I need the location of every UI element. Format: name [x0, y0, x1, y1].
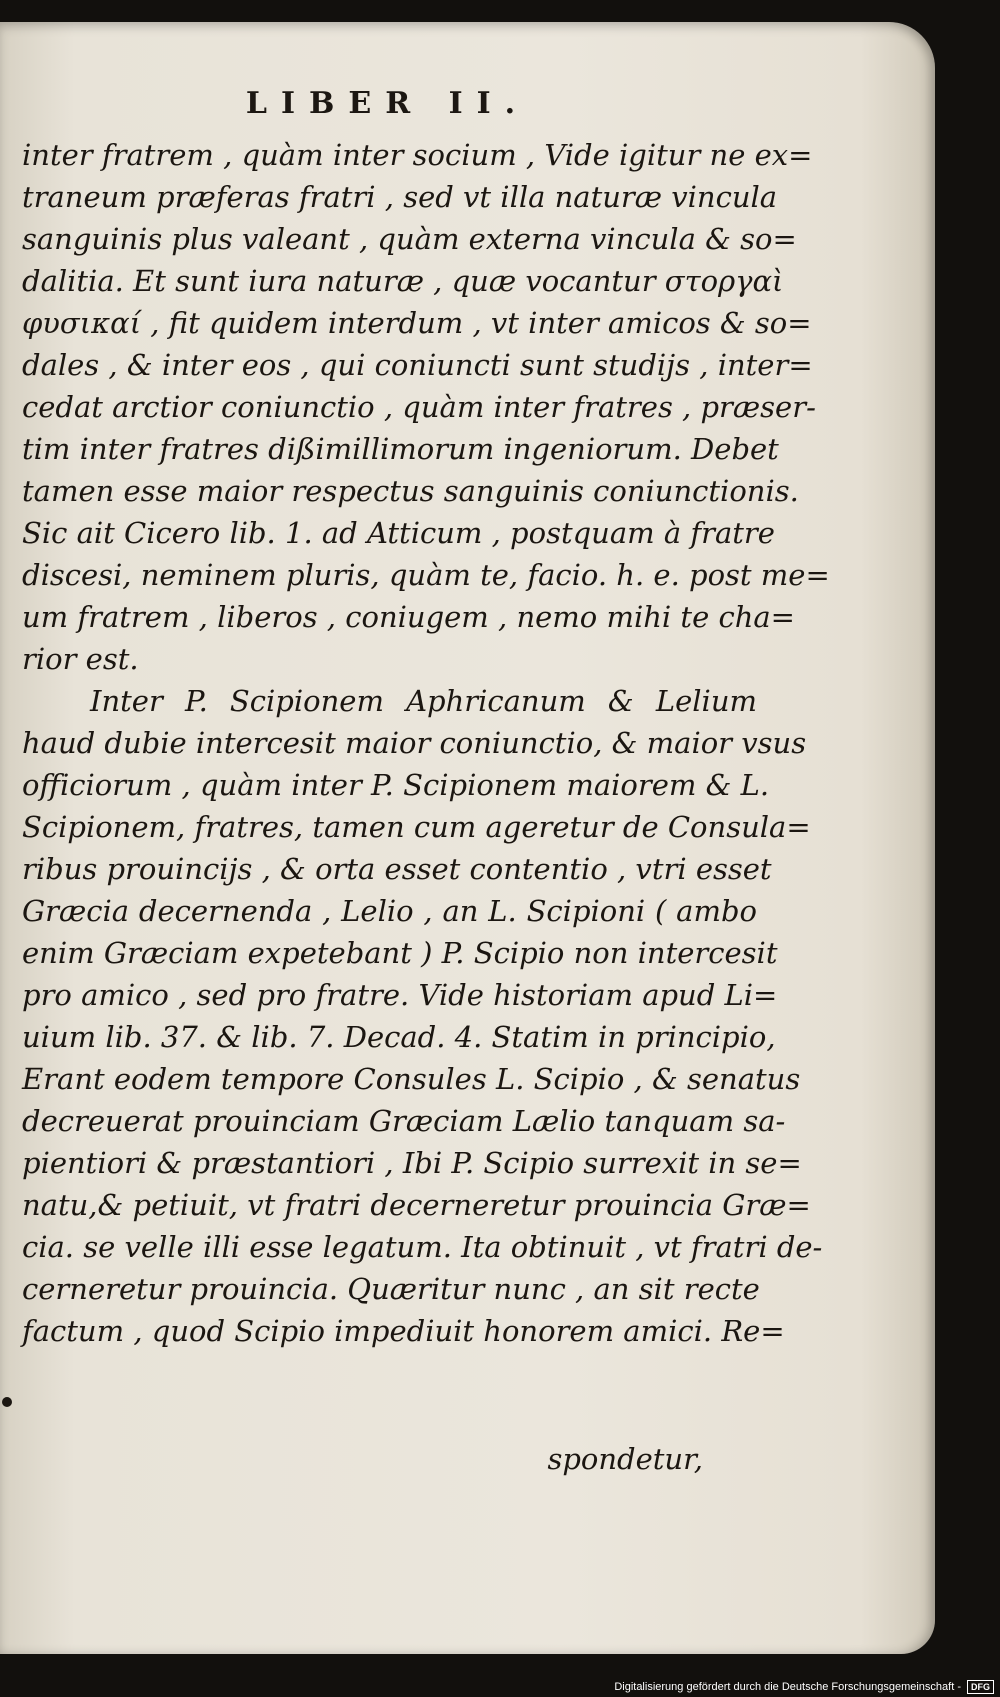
text-line: cia. se velle illi esse legatum. Ita obtinuit , vt fratri de- — [22, 1230, 823, 1264]
text-line: cerneretur prouincia. Quæritur nunc , an sit recte — [22, 1272, 760, 1306]
text-line: um fratrem , liberos , coniugem , nemo mihi te cha= — [22, 600, 795, 634]
text-line: ribus prouincijs , & orta esset contentio , vtri esset — [22, 852, 772, 886]
text-line: Scipionem, fratres, tamen cum ageretur de Consula= — [22, 810, 811, 844]
text-line: rior est. — [22, 642, 139, 676]
text-line: φυσικαί , fit quidem interdum , vt inter amicos & so= — [22, 306, 812, 340]
text-line: decreuerat prouinciam Græciam Lælio tanquam sa- — [22, 1104, 786, 1138]
text-line: enim Græciam expetebant ) P. Scipio non intercesit — [22, 936, 778, 970]
ink-dot-mark — [2, 1397, 12, 1407]
text-line: uium lib. 37. & lib. 7. Decad. 4. Statim in principio, — [22, 1020, 776, 1054]
text-line: Erant eodem tempore Consules L. Scipio , & senatus — [22, 1062, 801, 1096]
text-line: dalitia. Et sunt iura naturæ , quæ vocantur στοργαὶ — [22, 264, 784, 298]
text-line: officiorum , quàm inter P. Scipionem maiorem & L. — [22, 768, 770, 802]
text-line: discesi, neminem pluris, quàm te, facio. h. e. post me= — [22, 558, 830, 592]
text-line: factum , quod Scipio impediuit honorem amici. Re= — [22, 1314, 785, 1348]
text-line: traneum præferas fratri , sed vt illa naturæ vincula — [22, 180, 778, 214]
text-line: Inter P. Scipionem Aphricanum & Lelium — [90, 684, 757, 718]
text-line: haud dubie intercesit maior coniunctio, & maior vsus — [22, 726, 807, 760]
text-line: pro amico , sed pro fratre. Vide historiam apud Li= — [22, 978, 778, 1012]
text-line: tamen esse maior respectus sanguinis coniunctionis. — [22, 474, 799, 508]
text-line: natu,& petiuit, vt fratri decerneretur prouincia Græ= — [22, 1188, 811, 1222]
dfg-logo-icon: DFG — [967, 1680, 994, 1694]
text-line: sanguinis plus valeant , quàm externa vincula & so= — [22, 222, 797, 256]
digitization-footer — [614, 1677, 1000, 1697]
text-line: pientiori & præstantiori , Ibi P. Scipio surrexit in se= — [22, 1146, 802, 1180]
running-head: LIBER II. — [245, 86, 530, 121]
funding-credit: Digitalisierung gefördert durch die Deutsche Forschungsgemeinschaft - — [614, 1681, 961, 1693]
text-line: inter fratrem , quàm inter socium , Vide igitur ne ex= — [22, 138, 813, 172]
body-text — [22, 134, 830, 1352]
catchword: spondetur, — [547, 1442, 703, 1476]
text-line: tim inter fratres dißimillimorum ingeniorum. Debet — [22, 432, 779, 466]
text-line: cedat arctior coniunctio , quàm inter fratres , præser- — [22, 390, 816, 424]
text-line: dales , & inter eos , qui coniuncti sunt studijs , inter= — [22, 348, 813, 382]
text-line: Sic ait Cicero lib. 1. ad Atticum , postquam à fratre — [22, 516, 775, 550]
text-line: Græcia decernenda , Lelio , an L. Scipioni ( ambo — [22, 894, 757, 928]
book-page — [0, 22, 935, 1654]
